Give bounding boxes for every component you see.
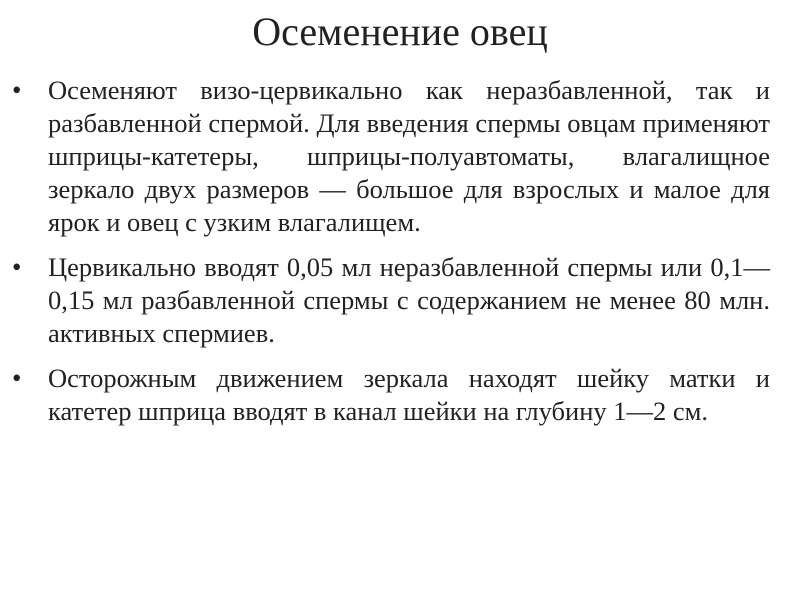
slide-title: Осеменение овец <box>252 9 548 54</box>
bullet-marker: • <box>12 363 22 393</box>
bullet-item <box>0 74 800 239</box>
bullet-marker: • <box>12 75 22 105</box>
bullet-text: Осеменяют визо-цервикально как неразбавленной, так и разбавленной спермой. Для введения спермы овцам применяют шприцы-катетеры, шприцы-полуавтоматы, влагалищное зеркало двух размеров — большое для взрослых и малое для ярок и овец с узким влагалищем. <box>48 75 770 237</box>
bullet-marker: • <box>12 252 22 282</box>
bullet-text: Цервикально вводят 0,05 мл неразбавленной спермы или 0,1— 0,15 мл разбавленной спермы с содержанием не менее 80 млн. активных спермиев. <box>48 252 770 348</box>
bullet-item <box>0 251 800 350</box>
bullet-text: Осторожным движением зеркала находят шейку матки и катетер шприца вводят в канал шейки на глубину 1—2 см. <box>48 363 770 426</box>
bullet-item <box>0 362 800 428</box>
bullet-list <box>0 74 800 440</box>
